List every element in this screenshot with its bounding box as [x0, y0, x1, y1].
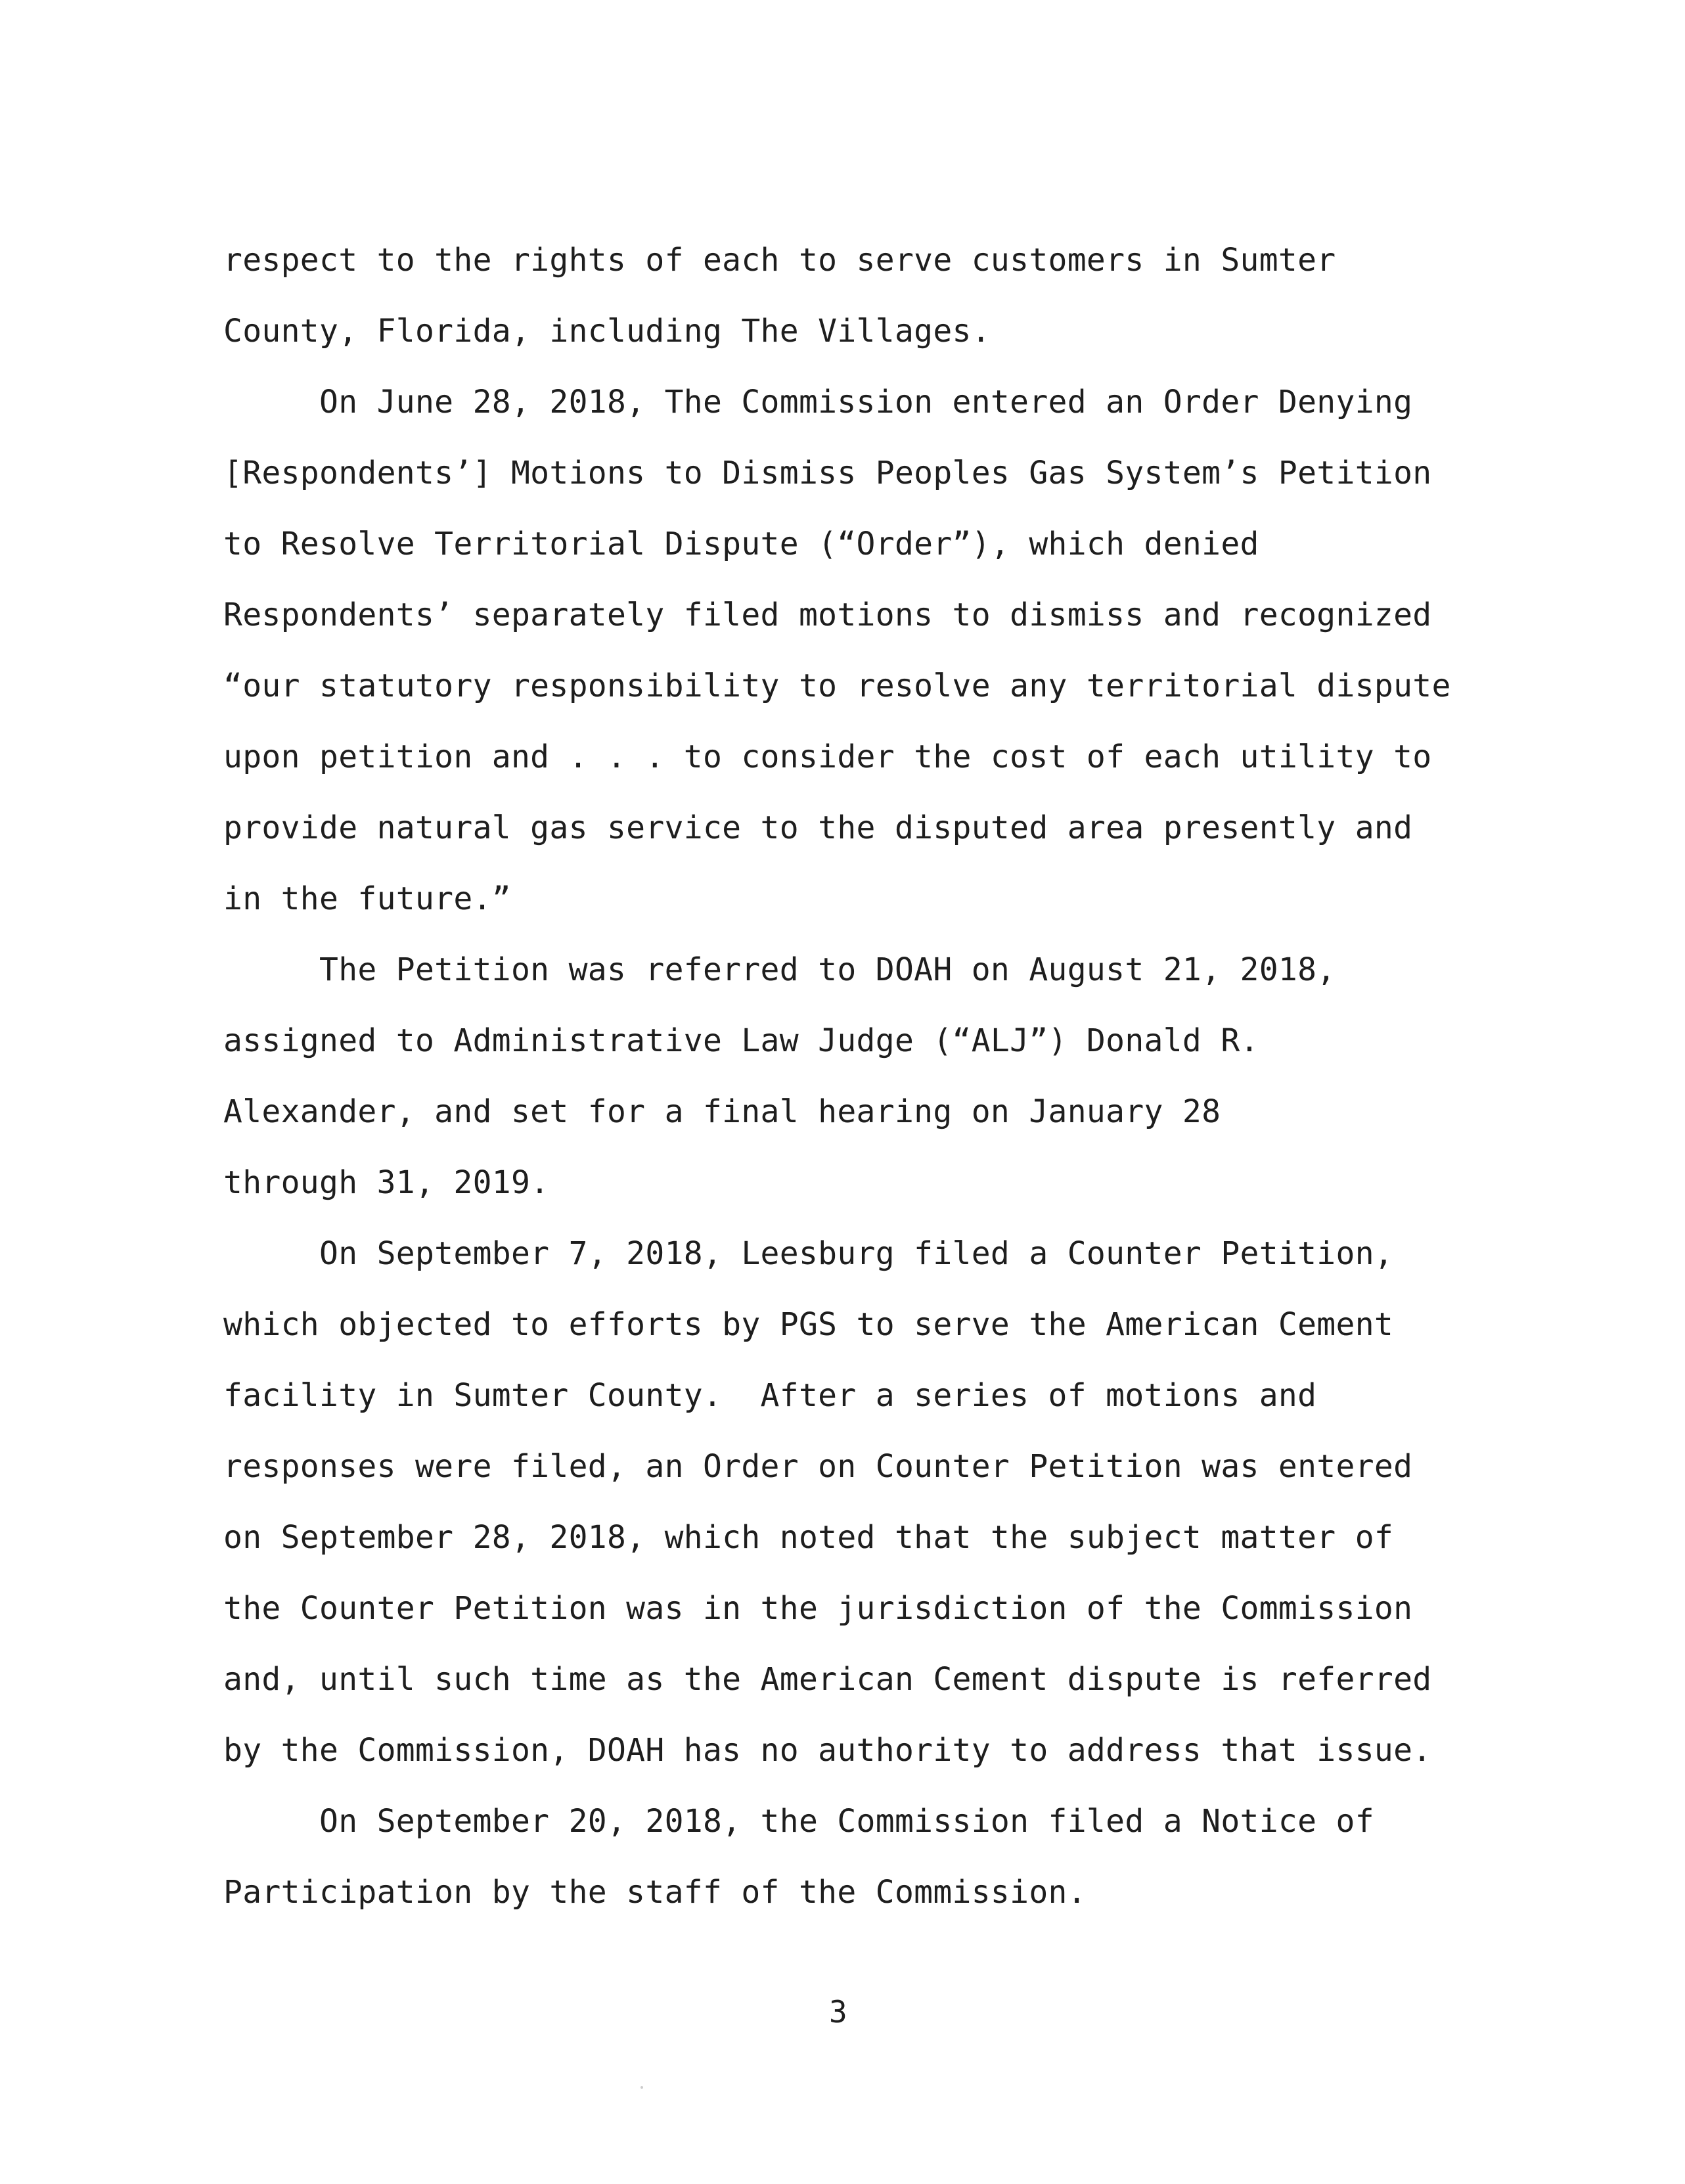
text-line: which objected to efforts by PGS to serve the American Cement: [223, 1306, 1394, 1343]
text-line: Participation by the staff of the Commission.: [223, 1874, 1087, 1911]
text-line: On September 7, 2018, Leesburg filed a Counter Petition,: [223, 1235, 1394, 1272]
text-line: in the future.”: [223, 880, 511, 917]
text-line: respect to the rights of each to serve customers in Sumter: [223, 242, 1336, 279]
text-line: by the Commission, DOAH has no authority to address that issue.: [223, 1732, 1432, 1769]
text-line: provide natural gas service to the disputed area presently and: [223, 809, 1413, 846]
text-line: on September 28, 2018, which noted that the subject matter of: [223, 1519, 1394, 1556]
text-line: facility in Sumter County. After a series of motions and: [223, 1377, 1317, 1414]
text-line: responses were filed, an Order on Counter Petition was entered: [223, 1448, 1413, 1485]
text-line: and, until such time as the American Cement dispute is referred: [223, 1661, 1432, 1698]
text-line: upon petition and . . . to consider the cost of each utility to: [223, 739, 1432, 775]
text-line: “our statutory responsibility to resolve any territorial dispute: [223, 668, 1451, 704]
text-line: to Resolve Territorial Dispute (“Order”), which denied: [223, 526, 1259, 562]
text-line: the Counter Petition was in the jurisdiction of the Commission: [223, 1590, 1413, 1627]
text-line: assigned to Administrative Law Judge (“ALJ”) Donald R.: [223, 1022, 1259, 1059]
text-line: On June 28, 2018, The Commission entered an Order Denying: [223, 384, 1413, 421]
text-line: County, Florida, including The Villages.: [223, 313, 991, 350]
text-line: [Respondents’] Motions to Dismiss Peoples Gas System’s Petition: [223, 455, 1432, 491]
text-line: Respondents’ separately filed motions to dismiss and recognized: [223, 597, 1432, 633]
text-line: The Petition was referred to DOAH on August 21, 2018,: [223, 951, 1336, 988]
scan-speck: [640, 2086, 643, 2089]
page-number: 3: [829, 1994, 847, 2030]
text-line: through 31, 2019.: [223, 1164, 550, 1201]
text-line: On September 20, 2018, the Commission filed a Notice of: [223, 1803, 1374, 1840]
text-line: Alexander, and set for a final hearing on January 28: [223, 1093, 1221, 1130]
